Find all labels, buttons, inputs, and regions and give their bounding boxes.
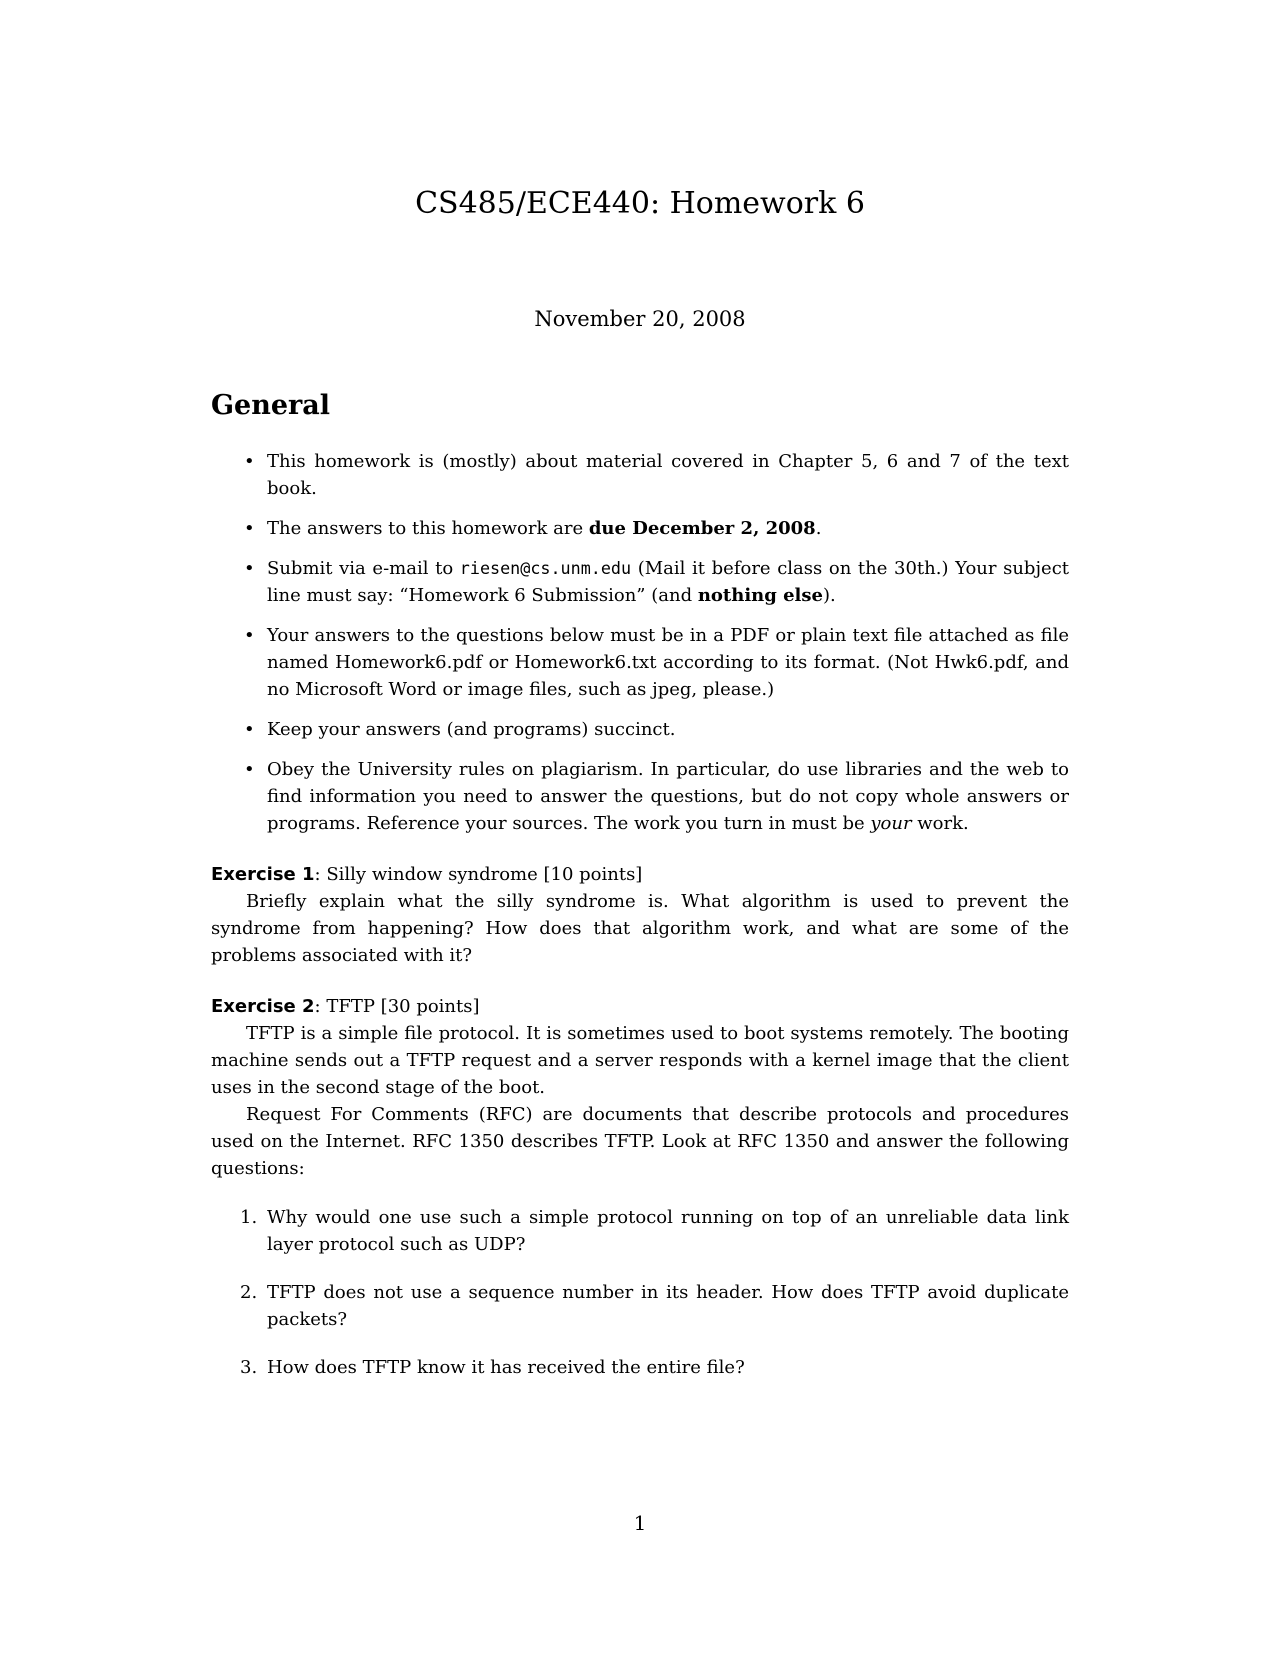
question-item xyxy=(211,1279,1069,1333)
bullet-text: Keep your answers (and programs) succinct. xyxy=(267,719,676,740)
exercise-1-section xyxy=(211,861,1069,969)
bullet-item xyxy=(211,515,1069,542)
exercise-2-paragraph: Request For Comments (RFC) are documents that describe protocols and procedures used on the Internet. RFC 1350 describes TFTP. Look at RFC 1350 and answer the following questions: xyxy=(211,1104,1069,1179)
bullet-item xyxy=(211,756,1069,837)
general-bullet-list xyxy=(211,448,1069,837)
bullet-item xyxy=(211,555,1069,609)
bullet-marker: • xyxy=(244,625,255,646)
page-number: 1 xyxy=(633,1511,647,1535)
exercise-2-heading xyxy=(211,993,1069,1020)
question-text: Why would one use such a simple protocol running on top of an unreliable data link layer protocol such as UDP? xyxy=(267,1207,1069,1255)
question-text: TFTP does not use a sequence number in its header. How does TFTP avoid duplicate packets? xyxy=(267,1282,1069,1330)
document-title: CS485/ECE440: Homework 6 xyxy=(415,186,865,221)
exercise-1-label: Exercise 1 xyxy=(211,864,315,885)
question-number: 2. xyxy=(240,1282,258,1303)
bullet-marker: • xyxy=(244,759,255,780)
bullet-text: This homework is (mostly) about material covered in Chapter 5, 6 and 7 of the text book. xyxy=(267,451,1069,499)
question-number: 3. xyxy=(240,1357,258,1378)
bullet-text: Your answers to the questions below must be in a PDF or plain text file attached as file named Homework6.pdf or Homework6.txt according to its format. (Not Hwk6.pdf, and no Microsoft Word or image files, such as jpeg, please.) xyxy=(267,625,1069,700)
bullet-marker: • xyxy=(244,518,255,539)
question-list xyxy=(211,1204,1069,1381)
document-date: November 20, 2008 xyxy=(534,307,746,331)
exercise-2-label: Exercise 2 xyxy=(211,996,315,1017)
bullet-marker: • xyxy=(244,719,255,740)
bullet-item xyxy=(211,448,1069,502)
bullet-marker: • xyxy=(244,451,255,472)
bullet-item xyxy=(211,622,1069,703)
question-text: How does TFTP know it has received the entire file? xyxy=(267,1357,745,1378)
exercise-2-section xyxy=(211,993,1069,1381)
bullet-item xyxy=(211,716,1069,743)
exercise-2-paragraph: TFTP is a simple file protocol. It is sometimes used to boot systems remotely. The booting machine sends out a TFTP request and a server responds with a kernel image that the client uses in the second stage of the boot. xyxy=(211,1023,1069,1098)
question-item xyxy=(211,1354,1069,1381)
document-content xyxy=(211,390,1069,1381)
exercise-2-title: : TFTP [30 points] xyxy=(314,996,480,1017)
exercise-1-title: : Silly window syndrome [10 points] xyxy=(314,864,643,885)
bullet-marker: • xyxy=(244,558,255,579)
question-item xyxy=(211,1204,1069,1258)
bullet-text: Obey the University rules on plagiarism. In particular, do use libraries and the web to find information you need to answer the questions, but do not copy whole answers or programs. Reference your sources. The work you turn in must be your work. xyxy=(267,759,1069,834)
exercise-1-paragraph: Briefly explain what the silly syndrome is. What algorithm is used to prevent the syndrome from happening? How does that algorithm work, and what are some of the problems associated with it? xyxy=(211,891,1069,966)
exercise-1-heading xyxy=(211,861,1069,888)
bullet-text: The answers to this homework are due December 2, 2008. xyxy=(267,518,822,539)
bullet-text: Submit via e-mail to riesen@cs.unm.edu (Mail it before class on the 30th.) Your subject line must say: “Homework 6 Submission” (and nothing else). xyxy=(267,558,1070,606)
question-number: 1. xyxy=(240,1207,258,1228)
general-section-heading: General xyxy=(211,390,331,421)
